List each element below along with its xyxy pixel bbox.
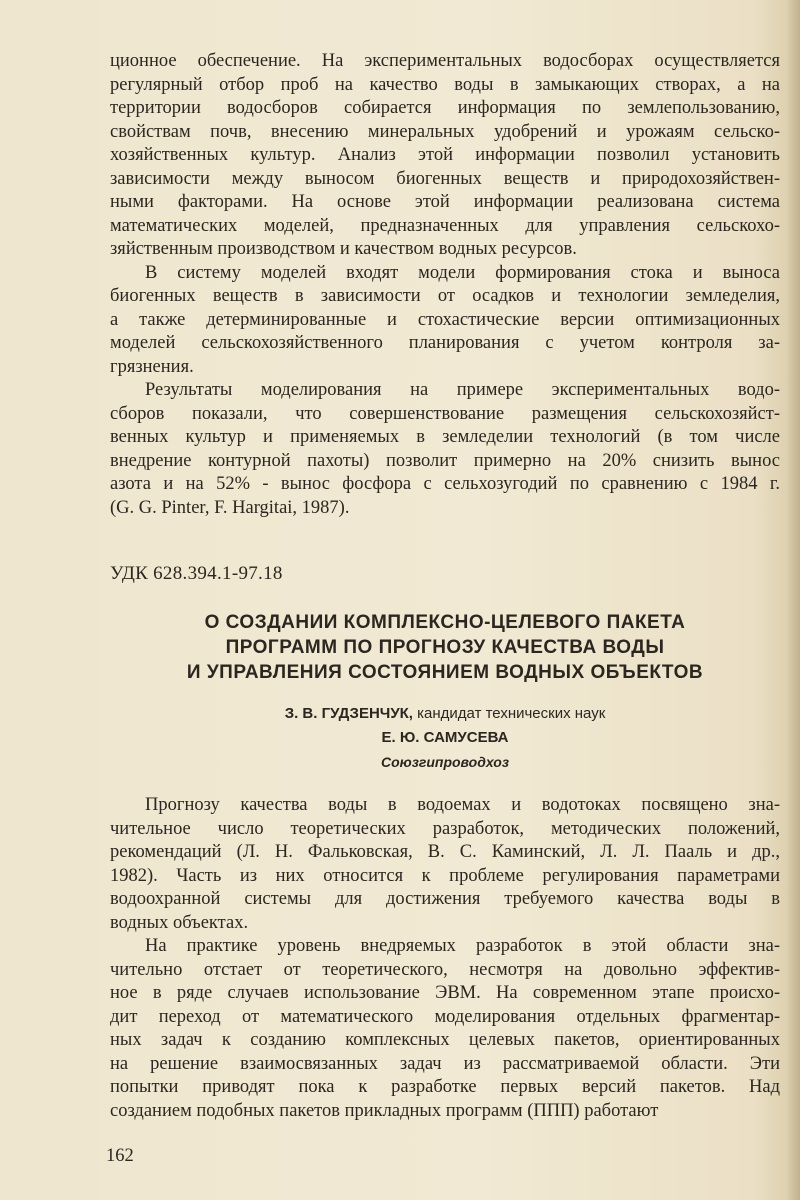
- page-number: 162: [106, 1146, 134, 1166]
- text-line: попытки приводят пока к разработке первых версий пакетов. Над: [110, 1077, 780, 1097]
- article-body: [110, 794, 780, 1123]
- author-1-name: З. В. ГУДЗЕНЧУК,: [284, 705, 413, 722]
- text-line: рекомендаций (Л. Н. Фальковская, В. С. Каминский, Л. Л. Пааль и др.,: [110, 842, 780, 862]
- text-line: внедрение контурной пахоты) позволит примерно на 20% снизить вынос: [110, 450, 780, 471]
- authors-block: [110, 702, 780, 774]
- text-line: чительное число теоретических разработок, методических положений,: [110, 818, 780, 839]
- text-line: а также детерминированные и стохастические версии оптимизационных: [110, 309, 780, 330]
- text-line: дит переход от математического моделирования отдельных фрагментар-: [110, 1006, 780, 1027]
- author-2-name: Е. Ю. САМУСЕВА: [381, 729, 509, 746]
- udc-code: УДК 628.394.1-97.18: [110, 563, 283, 584]
- text-line: В систему моделей входят модели формирования стока и выноса: [145, 262, 780, 283]
- text-line: Результаты моделирования на примере экспериментальных водо-: [145, 380, 780, 400]
- text-line: зяйственным производством и качеством водных ресурсов.: [110, 239, 577, 259]
- text-line: свойствам почв, внесению минеральных удобрений и урожаям сельско-: [110, 121, 780, 142]
- text-line: водоохранной системы для достижения требуемого качества воды в: [110, 889, 780, 909]
- author-1-degree: кандидат технических наук: [412, 705, 606, 722]
- article-title: [110, 610, 780, 685]
- text-line: зависимости между выносом биогенных веществ и природохозяйствен-: [110, 168, 780, 189]
- author-line-1: [110, 702, 780, 726]
- text-line: ционное обеспечение. На экспериментальных водосборах осуществляется: [110, 51, 780, 71]
- article-title-line: ПРОГРАММ ПО ПРОГНОЗУ КАЧЕСТВА ВОДЫ: [225, 637, 665, 658]
- text-line: регулярный отбор проб на качество воды в замыкающих створах, а на: [110, 74, 780, 95]
- text-line: ное в ряде случаев использование ЭВМ. На современном этапе происхо-: [110, 983, 780, 1003]
- text-line: (G. G. Pinter, F. Hargitai, 1987).: [110, 497, 350, 518]
- text-line: на решение взаимосвязанных задач из рассматриваемой области. Эти: [110, 1053, 780, 1074]
- text-line: моделей сельскохозяйственного планирования с учетом контроля за-: [110, 333, 780, 353]
- text-line: территории водосборов собирается информация по землепользованию,: [110, 98, 780, 118]
- text-line: математических моделей, предназначенных для управления сельскохо-: [110, 215, 780, 236]
- page-edge-shadow: [786, 0, 800, 1200]
- article-title-line: И УПРАВЛЕНИЯ СОСТОЯНИЕМ ВОДНЫХ ОБЪЕКТОВ: [186, 662, 704, 683]
- text-line: 1982). Часть из них относится к проблеме регулирования параметрами: [110, 865, 780, 886]
- article-title-line: О СОЗДАНИИ КОМПЛЕКСНО-ЦЕЛЕВОГО ПАКЕТА: [204, 612, 686, 633]
- continued-text: [110, 50, 780, 520]
- text-line: чительно отстает от теоретического, несмотря на довольно эффектив-: [110, 959, 780, 980]
- text-line: хозяйственных культур. Анализ этой информации позволил установить: [110, 145, 780, 165]
- text-line: Прогнозу качества воды в водоемах и водотоках посвящено зна-: [145, 795, 780, 815]
- text-line: ных задач к созданию комплексных целевых пакетов, ориентированных: [110, 1030, 780, 1050]
- organization: Союзгипроводхоз: [380, 754, 510, 770]
- text-line: венных культур и применяемых в земледелии технологий (в том числе: [110, 427, 780, 447]
- text-line: На практике уровень внедряемых разработок в этой области зна-: [145, 936, 780, 956]
- text-line: грязнения.: [110, 356, 194, 377]
- text-line: ными факторами. На основе этой информации реализована система: [110, 192, 780, 212]
- text-line: сборов показали, что совершенствование размещения сельскохозяйст-: [110, 403, 780, 424]
- text-line: водных объектах.: [110, 912, 249, 933]
- text-line: биогенных веществ в зависимости от осадков и технологии земледелия,: [110, 286, 780, 306]
- text-line: созданием подобных пакетов прикладных программ (ППП) работают: [110, 1100, 659, 1121]
- text-line: азота и на 52% - вынос фосфора с сельхозугодий по сравнению с 1984 г.: [110, 474, 780, 494]
